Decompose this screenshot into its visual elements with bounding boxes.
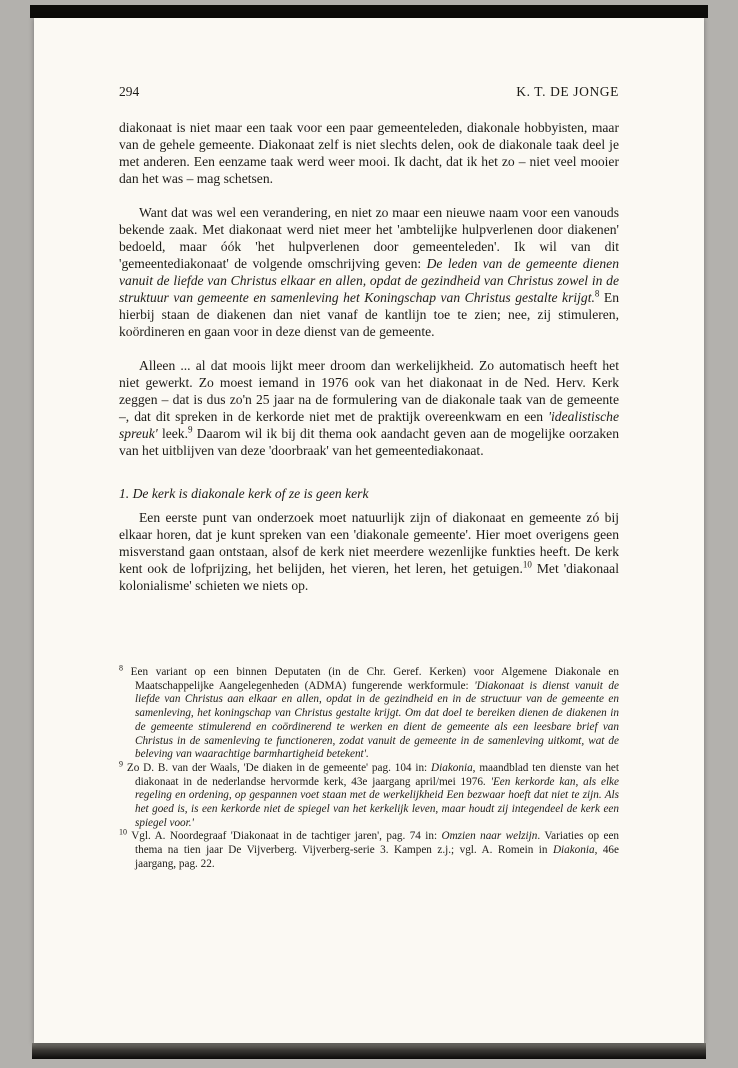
scan-bottom-edge — [32, 1043, 706, 1059]
footnote-10-text-after: , 46e jaargang, pag. 22. — [135, 844, 619, 870]
footnote-ref-8: 8 — [594, 288, 600, 299]
paragraph-4 — [119, 509, 619, 594]
footnote-8-text: Een variant op een binnen Deputaten (in de Chr. Geref. Kerken) voor Algemene Diakonale en Maatschappelijke Aangelegenheden (ADMA) fungerende werkformule: — [123, 666, 619, 692]
footnote-9 — [119, 759, 619, 831]
book-page — [34, 18, 704, 1043]
paragraph-2-text: Want dat was wel een verandering, en niet zo maar een nieuwe naam voor een vanouds bekende zaak. Met diakonaat werd niet meer het 'ambtelijke hulpverlenen door diakenen' bedoeld, maar óók 'het hulpverlenen door gemeenteleden'. Ik wil van dit 'gemeentediakonaat' de volgende omschrijving geven: — [119, 205, 619, 271]
footnote-10 — [119, 827, 619, 871]
page-header — [119, 84, 619, 100]
footnote-8-number: 8 — [119, 663, 123, 673]
footnote-9-text-mid: , maandblad ten dienste van het diakonaat in de nederlandse hervormde kerk, 43e jaargang april/mei 1976. — [135, 761, 619, 788]
paragraph-3 — [119, 357, 619, 459]
section-heading-1: 1. De kerk is diakonale kerk of ze is geen kerk — [119, 486, 369, 501]
page-content — [119, 18, 619, 872]
page-number: 294 — [119, 84, 140, 99]
paragraph-3-italic-phrase: 'idealistische spreuk' — [119, 409, 619, 441]
footnote-ref-9: 9 — [188, 424, 193, 435]
footnote-10-number: 10 — [119, 827, 127, 837]
paragraph-3-text-mid: leek. — [157, 426, 188, 441]
paragraph-1-text: diakonaat is niet maar een taak voor een paar gemeenteleden, diakonale hobbyisten, maar van de gehele gemeente. Diakonaat zelf is niet slechts delen, ook de diakonale taak deel je met anderen. Een eenzame taak werd weer mooi. Ik dacht, dat ik het zo – niet veel mooier dan het was – mag schetsen. — [119, 120, 619, 186]
paragraph-2-definition-quote: De leden van de gemeente dienen vanuit de liefde van Christus elkaar en allen, opdat de gezindheid van Christus zowel in de struktuur van gemeente en samenleving het Koningschap van Christus gestalte krijgt. — [119, 256, 619, 305]
paragraph-1 — [119, 119, 619, 187]
paragraph-2-text-after: En hierbij staan de diakenen dan niet vanaf de kantlijn toe te zien; nee, zij stimuleren, koördineren en gaan voor in deze dienst van de gemeente. — [119, 290, 620, 339]
footnote-9-quote: 'Een kerkorde kan, als elke regeling en ordening, op gespannen voet staan met de werkelijkheid Een bezwaar hoeft dat niet te zijn. Als het goed is, is een kerkorde niet de spiegel van het kerkelijk leven, maar houdt zij integendeel de kerk een spiegel voor.' — [135, 775, 619, 829]
footnote-10-journal-title: Diakonia — [552, 844, 595, 857]
footnote-10-text-mid: . Variaties op een thema na tien jaar De Vijverberg. Vijverberg-serie 3. Kampen z.j.; vgl. A. Romein in — [135, 830, 619, 857]
footnote-9-text: Zo D. B. van der Waals, 'De diaken in de gemeente' pag. 104 in: — [123, 761, 432, 774]
footnote-10-book-title: Omzien naar welzijn — [441, 830, 538, 843]
paragraph-3-text: Alleen ... al dat moois lijkt meer droom dan werkelijkheid. Zo automatisch heeft het niet gewerkt. Zo moest iemand in 1976 ook van het diakonaat in de Ned. Herv. Kerk zeggen – dat is dus zo'n 25 jaar na de formulering van de diakonale taak van de gemeente –, dat dit spreken in de kerkorde niet met de praktijk overeenkwam en een — [119, 358, 619, 424]
footnote-8 — [119, 663, 619, 762]
footnote-9-journal-title: Diakonia — [431, 761, 473, 774]
footnote-10-text: Vgl. A. Noordegraaf 'Diakonaat in de tachtiger jaren', pag. 74 in: — [127, 830, 442, 843]
footnotes-section — [119, 663, 619, 872]
footnote-8-quote: 'Diakonaat is dienst vanuit de liefde van Christus aan elkaar en allen, opdat in de gezindheid en in de structuur van de gemeente en samenleving, het koningschap van Christus gestalte krijgt. Om dat doel te bereiken dienen de diakenen in de gemeente stimulerend en coördinerend te werken en dient de gemeente als een leesbare brief van Christus in de samenleving te functioneren, zodat vanuit de gemeente in de samenleving uitkomt, wat de beleving van waarachtige barmhartigheid betekent'. — [135, 679, 619, 761]
running-head-author: K. T. DE JONGE — [516, 84, 619, 99]
paragraph-4-text: Een eerste punt van onderzoek moet natuurlijk zijn of diakonaat en gemeente zó bij elkaar horen, dat je kunt spreken van een 'diakonale gemeente'. Hier moet overigens geen misverstand gaan ontstaan, alsof de kerk niet meerdere wezenlijke funkties heeft. De kerk kent ook de lofprijzing, het belijden, het vieren, het leren, het getuigen. — [119, 510, 619, 576]
footnote-ref-10: 10 — [522, 559, 532, 570]
paragraph-3-text-after: Daarom wil ik bij dit thema ook aandacht geven aan de mogelijke oorzaken van het uitblijven van deze 'doorbraak' van het gemeentediakonaat. — [119, 426, 619, 458]
paragraph-2 — [119, 204, 619, 340]
footnote-9-number: 9 — [119, 759, 123, 769]
body-text — [119, 119, 619, 594]
scan-top-edge — [30, 5, 708, 18]
paragraph-4-text-after: Met 'diakonaal kolonialisme' schieten we niets op. — [119, 561, 619, 593]
